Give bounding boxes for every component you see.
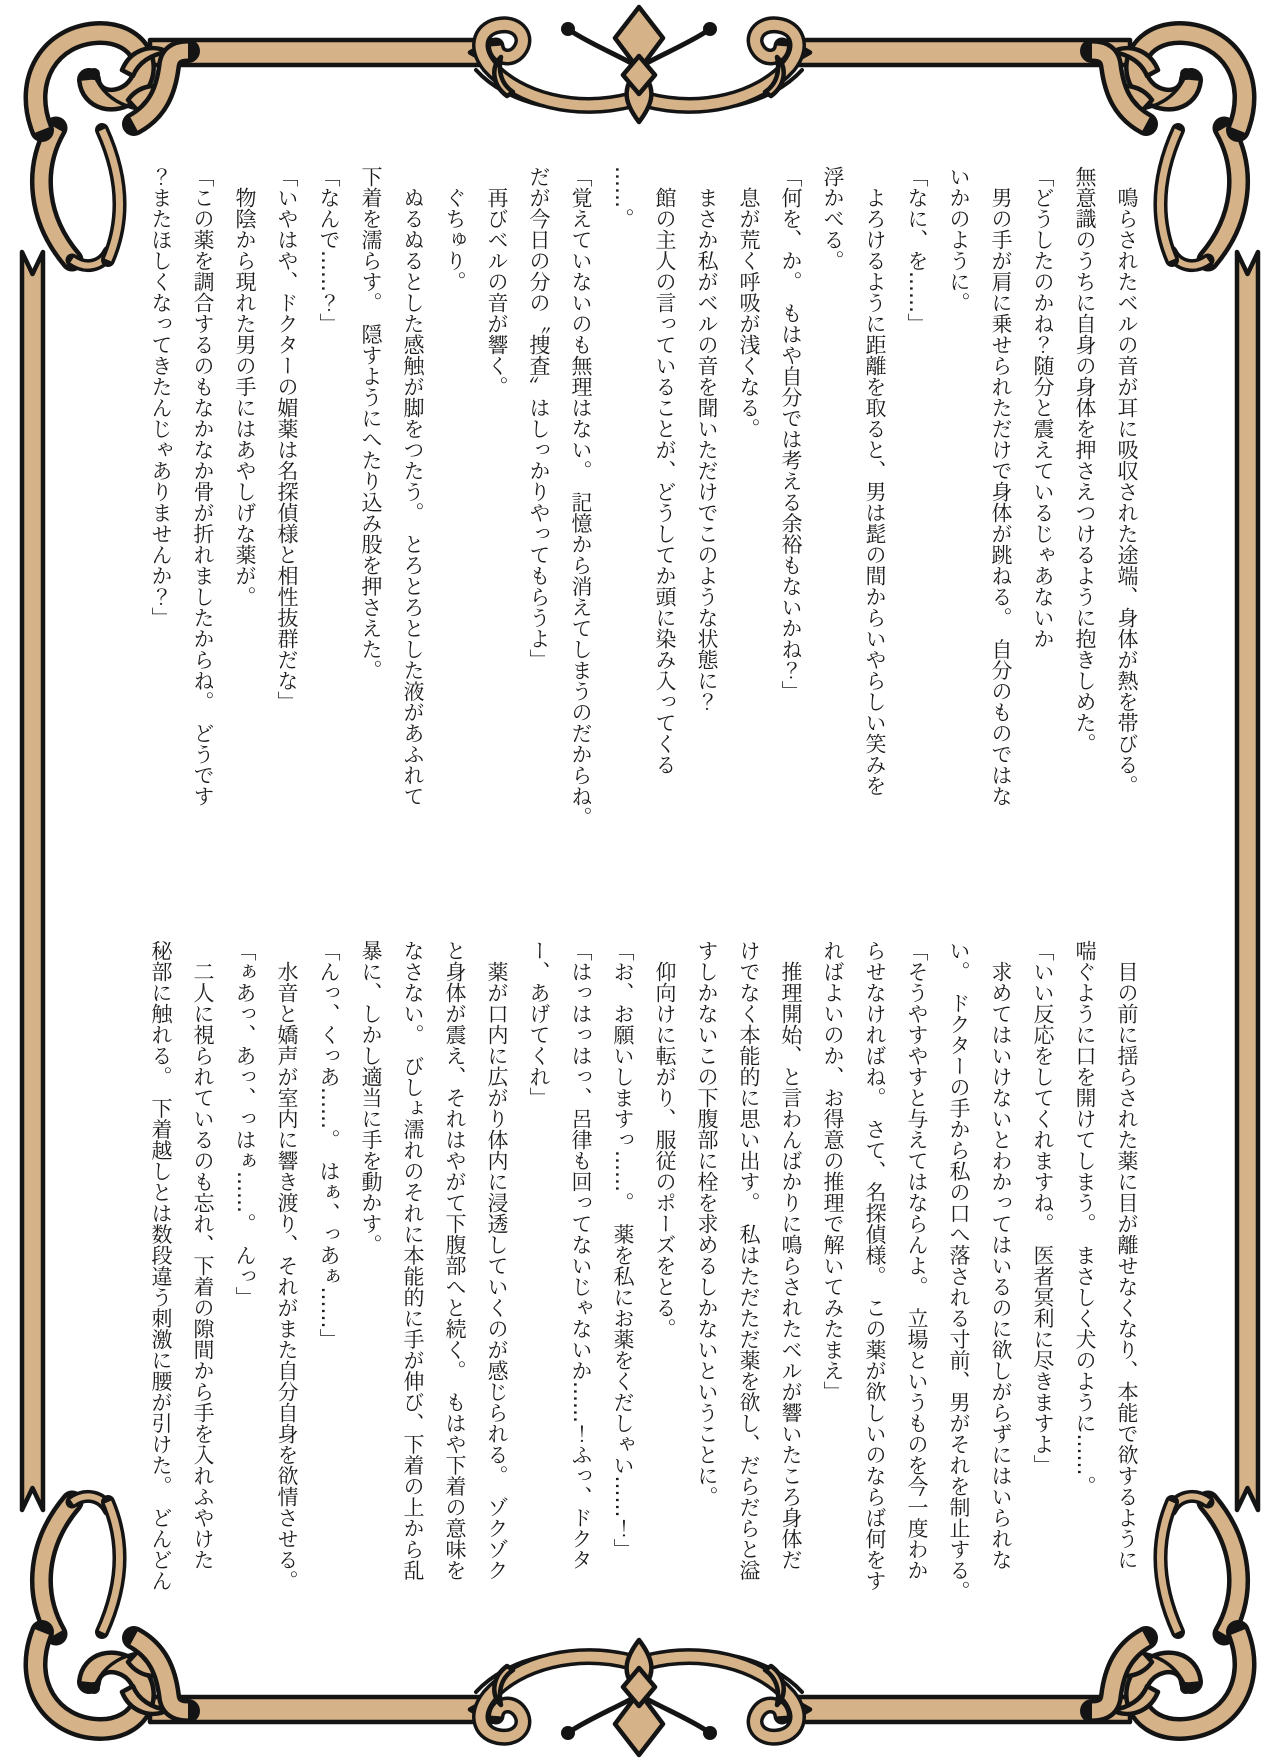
text-line: まさか私がベルの音を聞いただけでこのような状態に？ — [695, 166, 719, 712]
text-line: ……。 — [611, 166, 635, 229]
text-line: 浮かべる。 — [821, 166, 845, 271]
text-line: い。 ドクターの手から私の口へ落される寸前、男がそれを制止する。 — [947, 940, 971, 1602]
text-line: 求めてはいけないとわかってはいるのに欲しがらずにはいられな — [989, 940, 1013, 1570]
text-line: 目の前に揺らされた薬に目が離せなくなり、本能で欲するように — [1115, 940, 1139, 1570]
text-line: だが今日の分の〝捜査〟はしっかりやってもらうよ」 — [527, 166, 551, 670]
text-line: 男の手が肩に乗せられただけで身体が跳ねる。 自分のものではな — [989, 166, 1013, 807]
text-line: 下着を濡らす。 隠すようにへたり込み股を押さえた。 — [359, 166, 383, 681]
text-line: 館の主人の言っていることが、どうしてか頭に染み入ってくる — [653, 166, 677, 775]
text-line: 鳴らされたベルの音が耳に吸収された途端、身体が熱を帯びる。 — [1115, 166, 1139, 796]
text-line: 物陰から現れた男の手にはあやしげな薬が。 — [233, 166, 257, 607]
text-line: と身体が震え、それはやがて下腹部へと続く。 もはや下着の意味を — [443, 940, 467, 1581]
text-line: 二人に視られているのも忘れ、下着の隙間から手を入れふやけた — [191, 940, 215, 1570]
text-line: 息が荒く呼吸が浅くなる。 — [737, 166, 761, 439]
text-line: 「そうやすやすと与えてはならんよ。 立場というものを今一度わか — [905, 940, 929, 1581]
text-line: らせなければね。 さて、名探偵様。 この薬が欲しいのならば何をす — [863, 940, 887, 1591]
lower-text-block — [140, 940, 1148, 1634]
text-line: 「なんで……？」 — [317, 166, 341, 334]
text-line: ぐちゅり。 — [443, 166, 467, 292]
text-line: 「なに、を……」 — [905, 166, 929, 334]
text-line: いかのように。 — [947, 166, 971, 313]
text-line: 喘ぐように口を開けてしまう。 まさしく犬のように……。 — [1073, 940, 1097, 1497]
text-line: ？またほしくなってきたんじゃありませんか？」 — [149, 166, 173, 628]
upper-text-block — [140, 166, 1148, 860]
text-line: 再びベルの音が響く。 — [485, 166, 509, 397]
text-line: 「どうしたのかね？随分と震えているじゃあないか — [1031, 166, 1055, 649]
text-line: 「ぁあっ、あっ、っはぁ……。 んっ」 — [233, 940, 257, 1308]
text-line: すしかないこの下腹部に栓を求めるしかないということに。 — [695, 940, 719, 1507]
text-line: 薬が口内に広がり体内に浸透していくのが感じられる。 ゾクゾク — [485, 940, 509, 1581]
text-line: 「何を、か。 もはや自分では考える余裕もないかね？」 — [779, 166, 803, 702]
text-line: けでなく本能的に思い出す。 私はただただ薬を欲し、だらだらと溢 — [737, 940, 761, 1581]
text-line: なさない。 びしょ濡れのそれに本能的に手が伸び、下着の上から乱 — [401, 940, 425, 1581]
text-line: 「んっ、くっあ……。 はぁ、っあぁ……」 — [317, 940, 341, 1350]
left-border-ribbon — [22, 252, 43, 1510]
text-line: 暴に、しかし適当に手を動かす。 — [359, 940, 383, 1255]
text-line: 「いやはや、ドクターの媚薬は名探偵様と相性抜群だな」 — [275, 166, 299, 712]
text-line: 仰向けに転がり、服従のポーズをとる。 — [653, 940, 677, 1339]
text-line: 秘部に触れる。 下着越しとは数段違う刺激に腰が引けた。 どんどん — [149, 940, 173, 1591]
text-line: ー、あげてくれ」 — [527, 940, 551, 1108]
text-line: よろけるように距離を取ると、男は髭の間からいやらしい笑みを — [863, 166, 887, 796]
text-line: 「お、お願いしますっ……。 薬を私にお薬をくだしゃい……！」 — [611, 940, 635, 1560]
text-line: ぬるぬるとした感触が脚をつたう。 とろとろとした液があふれて — [401, 166, 425, 807]
right-border-ribbon — [1237, 252, 1258, 1510]
text-line: 「覚えていないのも無理はない。 記憶から消えてしまうのだからね。 — [569, 166, 593, 828]
text-line: 無意識のうちに自身の身体を押さえつけるように抱きしめた。 — [1073, 166, 1097, 754]
text-line: 「いい反応をしてくれますね。 医者冥利に尽きますよ」 — [1031, 940, 1055, 1476]
text-line: 「この薬を調合するのもなかなか骨が折れましたからね。 どうです — [191, 166, 215, 807]
text-line: ればよいのか、お得意の推理で解いてみたまえ」 — [821, 940, 845, 1402]
text-line: 水音と嬌声が室内に響き渡り、それがまた自分自身を欲情させる。 — [275, 940, 299, 1591]
text-line: 推理開始、と言わんばかりに鳴らされたベルが響いたころ身体だ — [779, 940, 803, 1570]
text-line: 「はっはっはっ、呂律も回ってないじゃないか……！ふっ、ドクタ — [569, 940, 593, 1570]
